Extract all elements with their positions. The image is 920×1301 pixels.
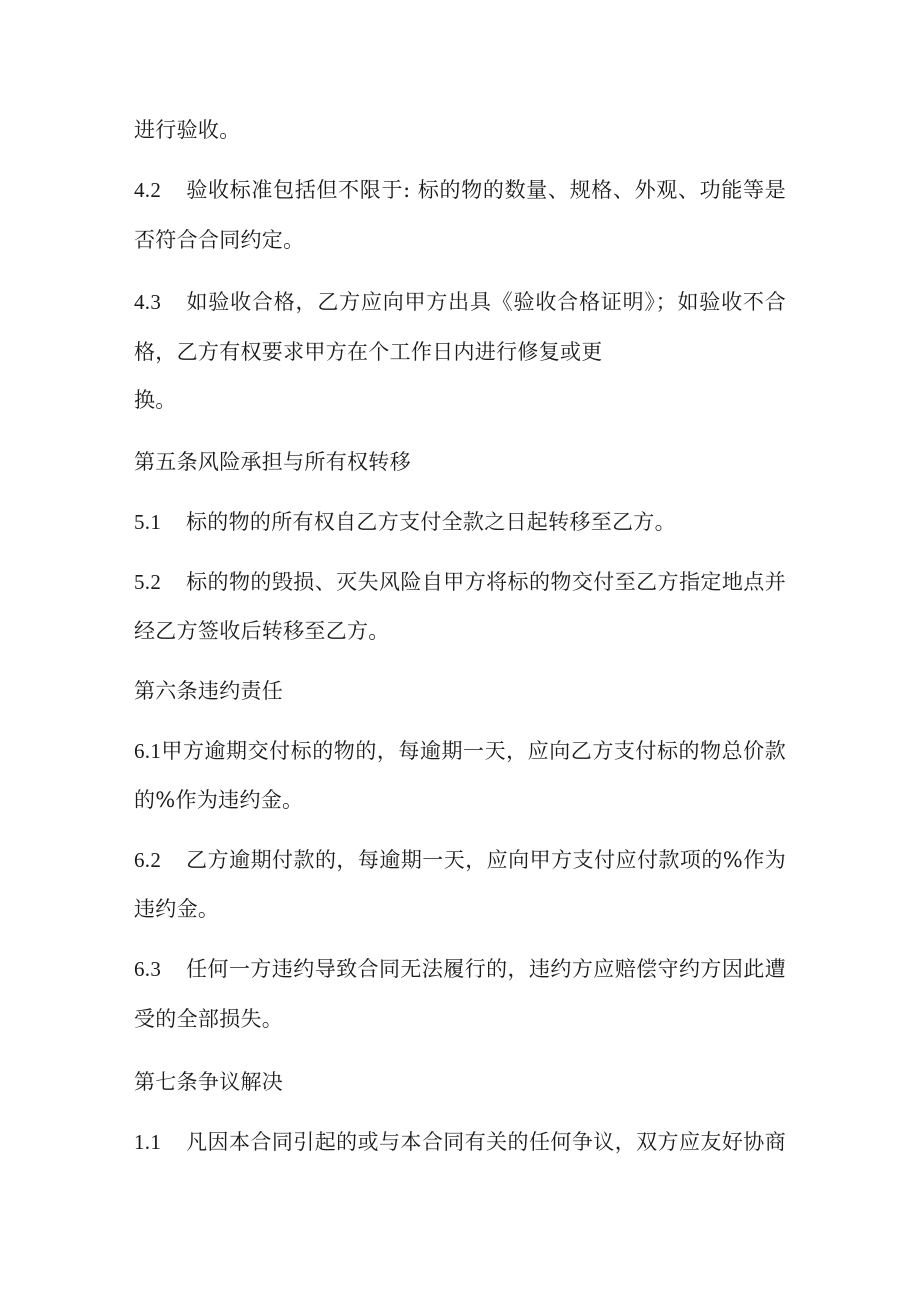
section-heading — [134, 1068, 283, 1096]
clause-number: 5.2 — [134, 570, 162, 594]
clause-line — [134, 846, 786, 874]
section-heading — [134, 677, 283, 705]
clause-line — [134, 288, 786, 316]
text-line — [134, 226, 304, 254]
line-text: 验收标准包括但不限于: 标的物的数量、规格、外观、功能等是 — [186, 178, 786, 202]
line-text: 甲方逾期交付标的物的，每逾期一天，应向乙方支付标的物总价款 — [161, 739, 786, 763]
section-heading — [134, 448, 411, 476]
text-line — [134, 116, 241, 144]
line-text: 凡因本合同引起的或与本合同有关的任何争议，双方应友好协商 — [186, 1130, 786, 1154]
line-text: 标的物的所有权自乙方支付全款之日起转移至乙方。 — [186, 510, 676, 534]
line-text: 第五条风险承担与所有权转移 — [134, 450, 411, 474]
text-line — [134, 786, 303, 814]
line-text: 经乙方签收后转移至乙方。 — [134, 619, 390, 643]
line-text: 乙方逾期付款的，每逾期一天，应向甲方支付应付款项的%作为 — [186, 848, 786, 872]
text-line — [134, 386, 177, 414]
line-text: 进行验收。 — [134, 118, 241, 142]
line-text: 否符合合同约定。 — [134, 228, 305, 252]
clause-number: 6.2 — [134, 848, 162, 872]
clause-line — [134, 1128, 786, 1156]
line-text: 格，乙方有权要求甲方在个工作日内进行修复或更 — [134, 340, 603, 364]
clause-line — [134, 176, 786, 204]
line-text: 换。 — [134, 388, 177, 412]
clause-line — [134, 955, 786, 983]
clause-line — [134, 568, 786, 596]
line-text: 的%作为违约金。 — [134, 788, 304, 812]
clause-number: 4.3 — [134, 290, 162, 314]
text-line — [134, 338, 603, 366]
clause-number: 6.3 — [134, 957, 162, 981]
clause-number: 1.1 — [134, 1130, 162, 1154]
text-line — [134, 1005, 283, 1033]
line-text: 违约金。 — [134, 897, 220, 921]
line-text: 第七条争议解决 — [134, 1070, 284, 1094]
line-text: 如验收合格，乙方应向甲方出具《验收合格证明》；如验收不合 — [186, 290, 786, 314]
clause-line — [134, 508, 676, 536]
text-line — [134, 617, 390, 645]
line-text: 受的全部损失。 — [134, 1007, 284, 1031]
clause-line — [134, 737, 786, 765]
clause-number: 4.2 — [134, 178, 162, 202]
line-text: 标的物的毁损、灭失风险自甲方将标的物交付至乙方指定地点并 — [186, 570, 786, 594]
text-line — [134, 895, 219, 923]
line-text: 第六条违约责任 — [134, 679, 284, 703]
clause-number: 5.1 — [134, 510, 162, 534]
line-text: 任何一方违约导致合同无法履行的，违约方应赔偿守约方因此遭 — [186, 957, 786, 981]
clause-number: 6.1 — [134, 739, 162, 763]
